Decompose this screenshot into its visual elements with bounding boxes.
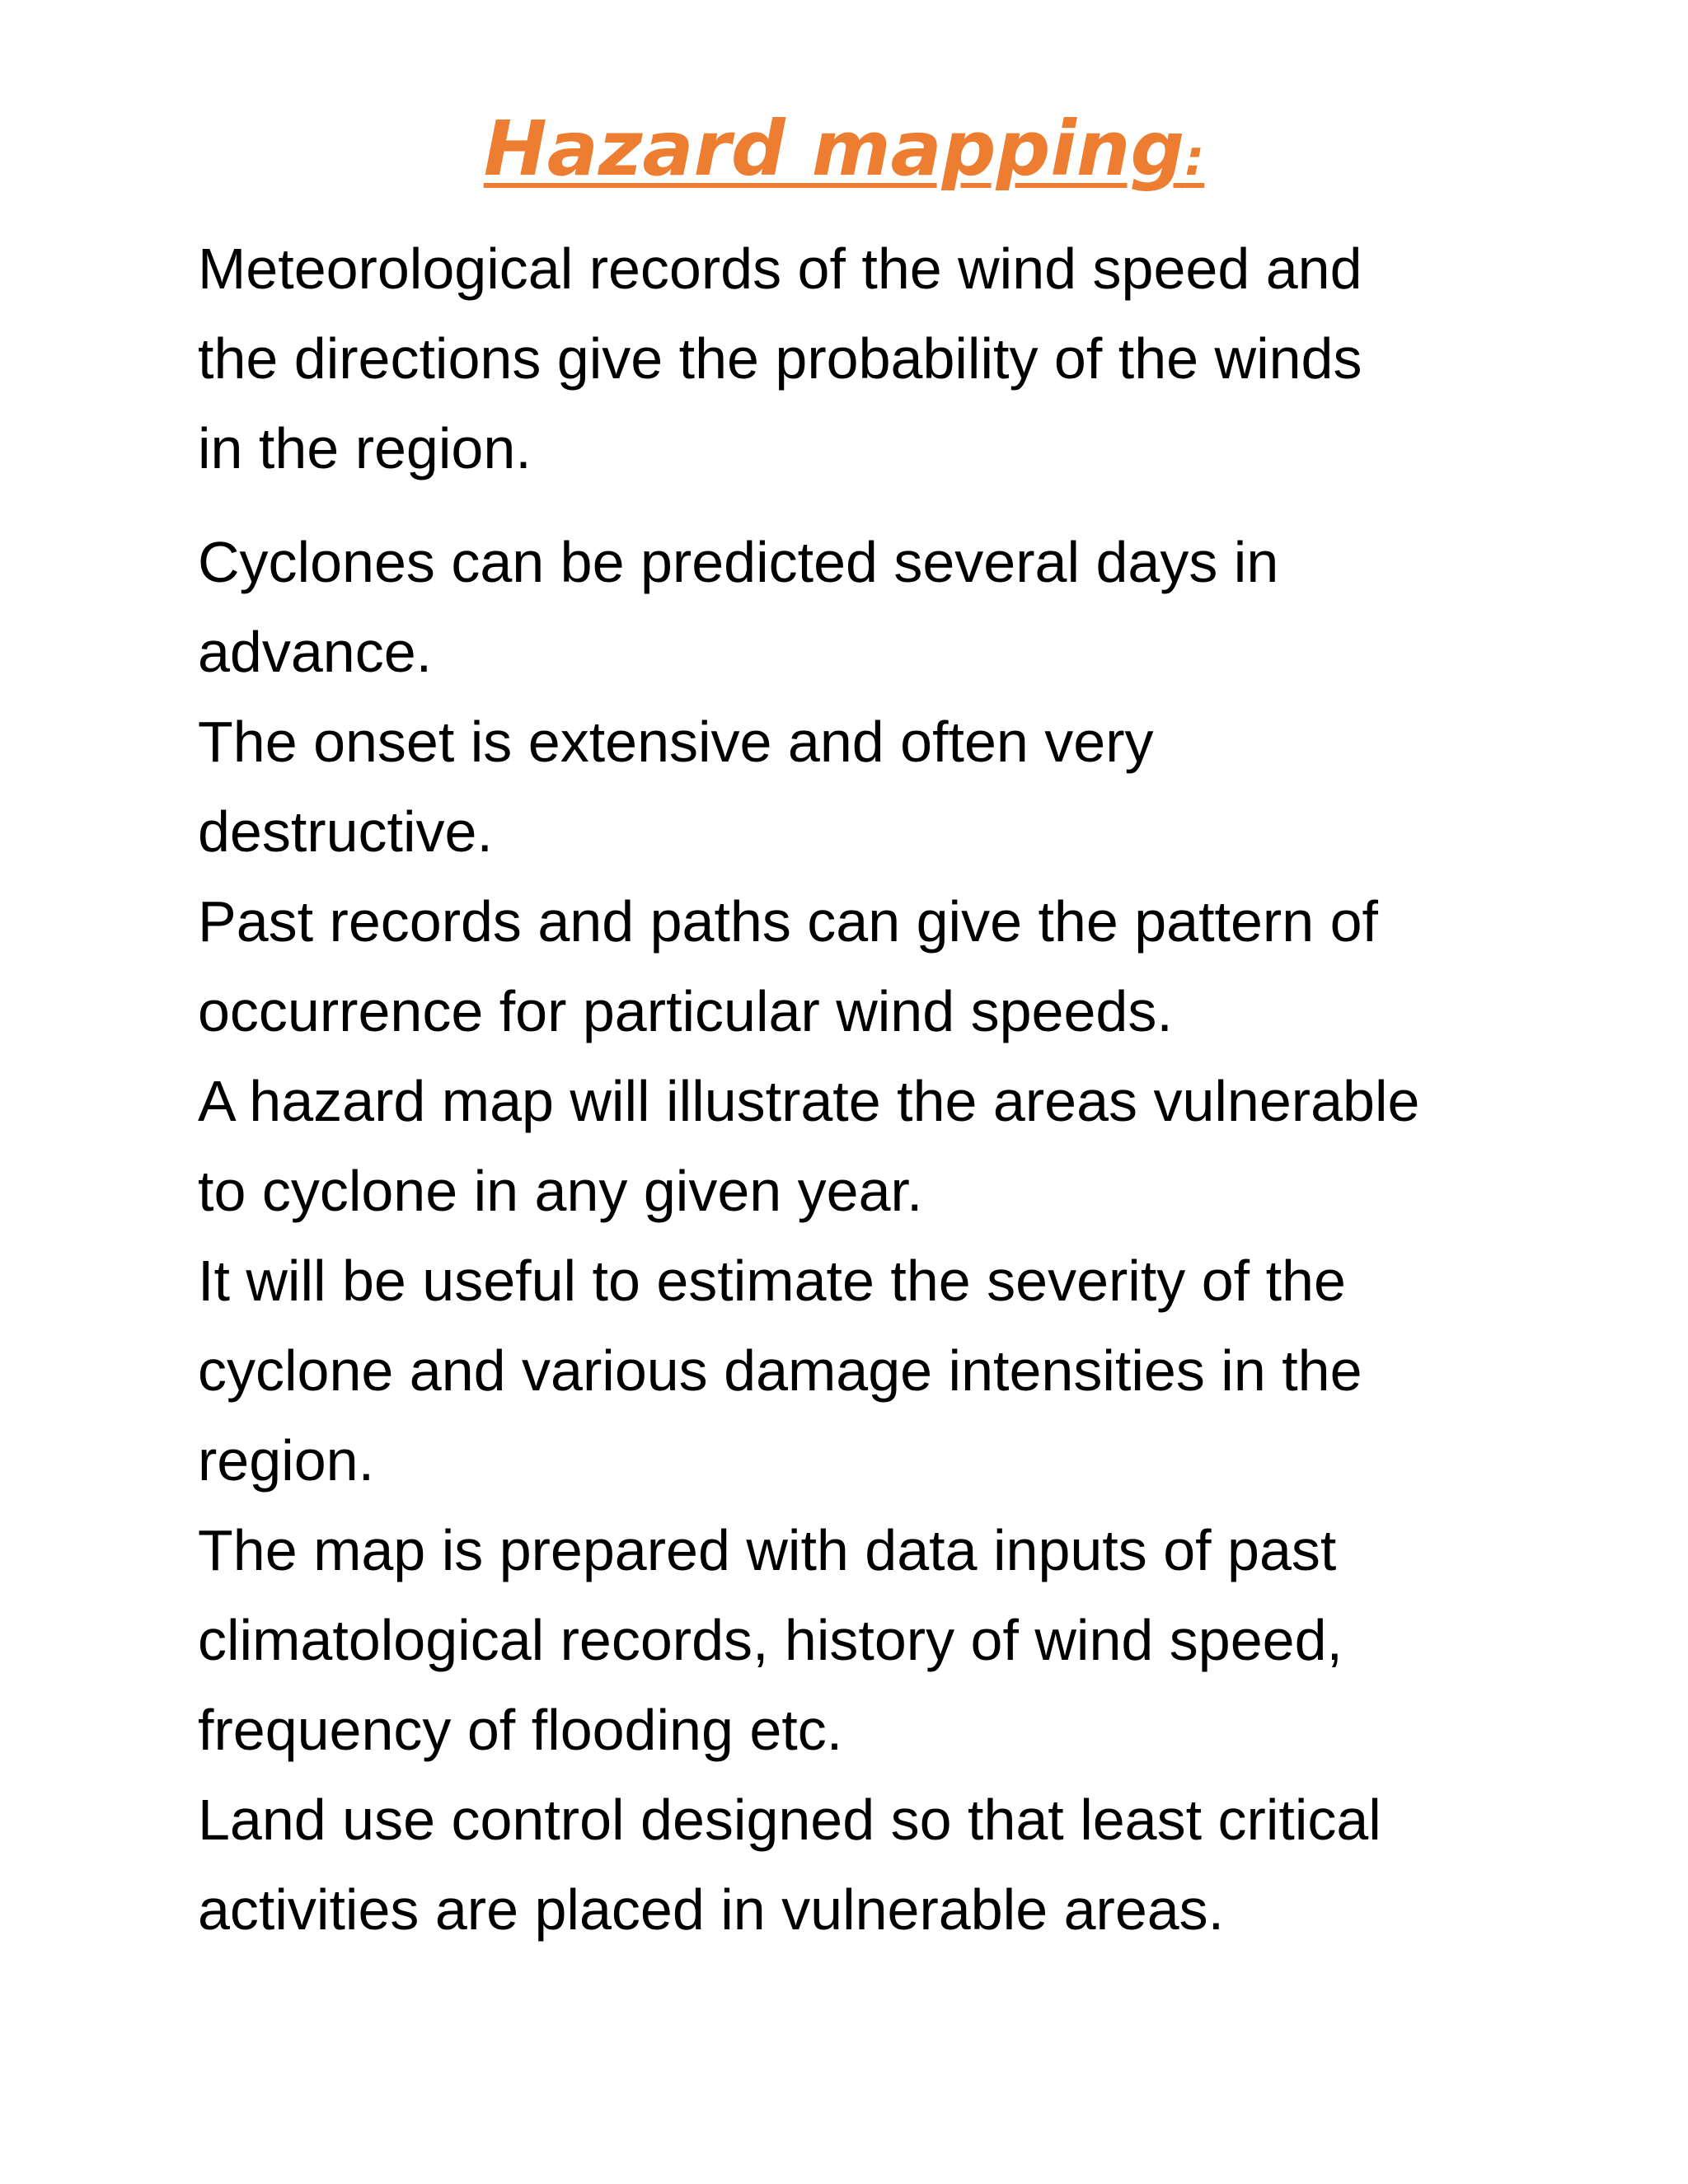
- text-line: occurrence for particular wind speeds.: [198, 979, 1173, 1043]
- paragraph-cyclone-facts: [198, 518, 1550, 1955]
- text-line: A hazard map will illustrate the areas vulnerable: [198, 1069, 1420, 1133]
- text-line: The onset is extensive and often very: [198, 710, 1154, 774]
- text-line: to cyclone in any given year.: [198, 1159, 923, 1223]
- text-line: cyclone and various damage intensities in the: [198, 1338, 1362, 1403]
- page-title-text: Hazard mapping: [483, 105, 1185, 193]
- paragraph-meteorological-records: [198, 224, 1550, 494]
- text-line: destructive.: [198, 799, 493, 864]
- text-line: activities are placed in vulnerable areas.: [198, 1877, 1225, 1942]
- text-line: climatological records, history of wind speed,: [198, 1608, 1343, 1672]
- text-line: Cyclones can be predicted several days in: [198, 530, 1279, 594]
- text-line: frequency of flooding etc.: [198, 1698, 843, 1762]
- text-line: region.: [198, 1428, 375, 1493]
- text-line: in the region.: [198, 416, 532, 480]
- text-line: It will be useful to estimate the severity of the: [198, 1249, 1346, 1313]
- text-line: Land use control designed so that least critical: [198, 1788, 1381, 1852]
- page-title-colon: :: [1184, 129, 1205, 187]
- text-line: the directions give the probability of the winds: [198, 326, 1362, 391]
- page-title: [0, 105, 1688, 193]
- text-line: Past records and paths can give the pattern of: [198, 889, 1378, 954]
- text-line: The map is prepared with data inputs of past: [198, 1518, 1337, 1582]
- text-line: advance.: [198, 620, 433, 684]
- text-line: Meteorological records of the wind speed and: [198, 237, 1362, 301]
